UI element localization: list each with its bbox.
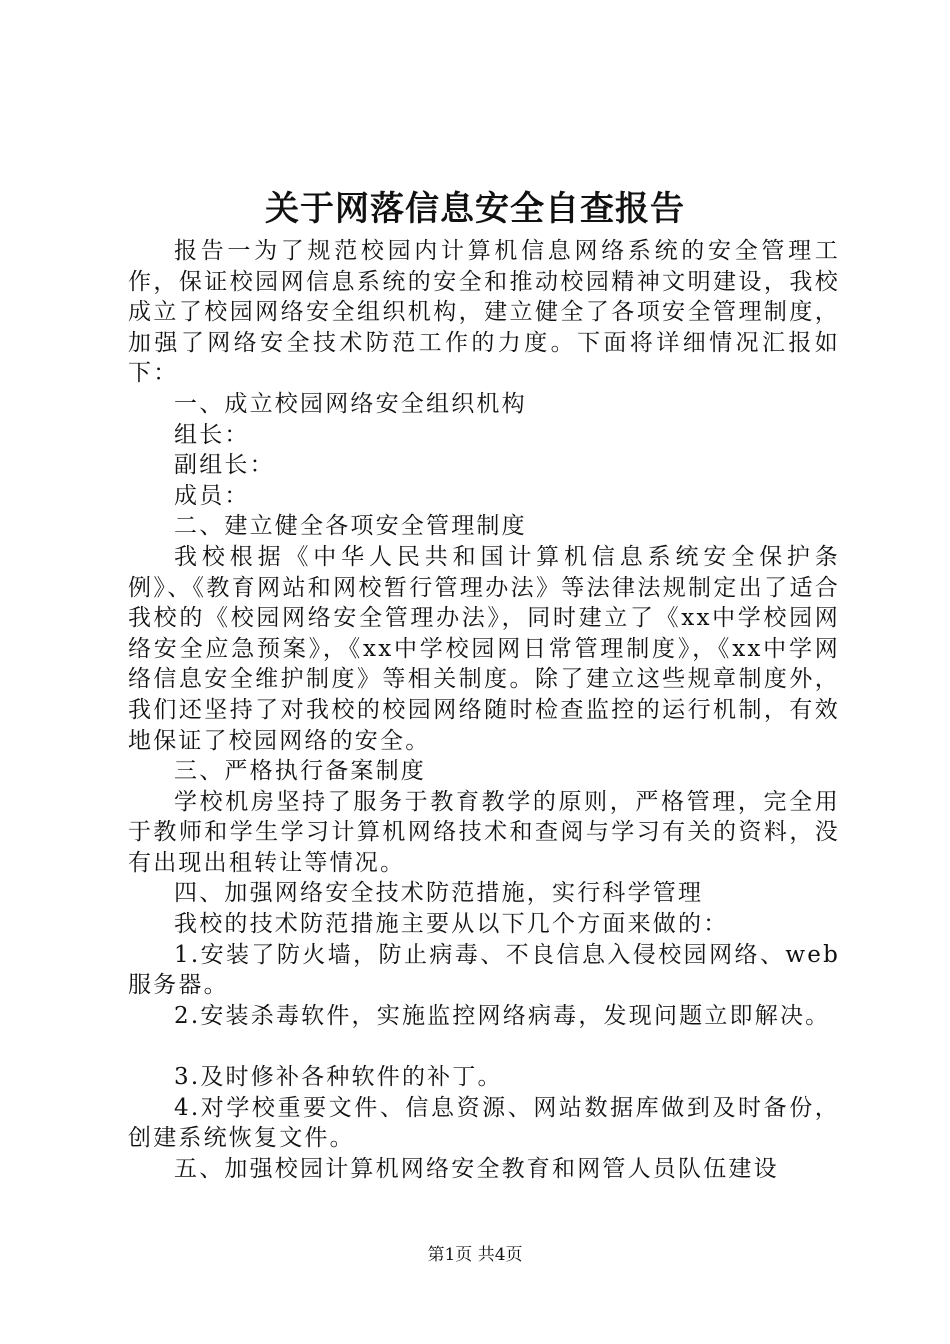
paragraph-computer-room: 学校机房坚持了服务于教育教学的原则，严格管理，完全用于教师和学生学习计算机网络技术和查阅与学习有关的资料，没有出现出租转让等情况。 [128,788,840,876]
list-item-2: 2.安装杀毒软件，实施监控网络病毒，发现问题立即解决。 [174,1002,831,1029]
document-body [128,236,840,1184]
page-footer: 第1页 共4页 [427,1245,523,1265]
field-deputy-leader: 副组长： [174,452,275,479]
list-item-3: 3.及时修补各种软件的补丁。 [174,1064,503,1091]
paragraph-intro: 报告一为了规范校园内计算机信息网络系统的安全管理工作，保证校园网信息系统的安全和推动校园精神文明建设，我校成立了校园网络安全组织机构，建立健全了各项安全管理制度，加强了网络安全技术防范工作的力度。下面将详细情况汇报如下： [128,238,840,387]
list-item-4: 4.对学校重要文件、信息资源、网站数据库做到及时备份，创建系统恢复文件。 [128,1094,840,1152]
field-group-leader: 组长： [174,421,250,448]
heading-section-3: 三、严格执行备案制度 [174,758,426,785]
heading-section-1: 一、成立校园网络安全组织机构 [174,390,527,417]
field-members: 成员： [174,482,250,509]
paragraph-measures-intro: 我校的技术防范措施主要从以下几个方面来做的： [174,911,729,938]
document-title: 关于网落信息安全自查报告 [265,189,685,229]
heading-section-4: 四、加强网络安全技术防范措施，实行科学管理 [174,880,704,907]
heading-section-5: 五、加强校园计算机网络安全教育和网管人员队伍建设 [174,1155,779,1182]
paragraph-regulations: 我校根据《中华人民共和国计算机信息系统安全保护条例》、《教育网站和网校暂行管理办法》等法律法规制定出了适合我校的《校园网络安全管理办法》，同时建立了《xx中学校园网络安全应急预案》，《xx中学校园网日常管理制度》，《xx中学网络信息安全维护制度》等相关制度。除了建立这些规章制度外，我们还坚持了对我校的校园网络随时检查监控的运行机制，有效地保证了校园网络的安全。 [128,543,840,754]
heading-section-2: 二、建立健全各项安全管理制度 [174,513,527,540]
list-item-1: 1.安装了防火墙，防止病毒、不良信息入侵校园网络、web服务器。 [128,941,840,999]
